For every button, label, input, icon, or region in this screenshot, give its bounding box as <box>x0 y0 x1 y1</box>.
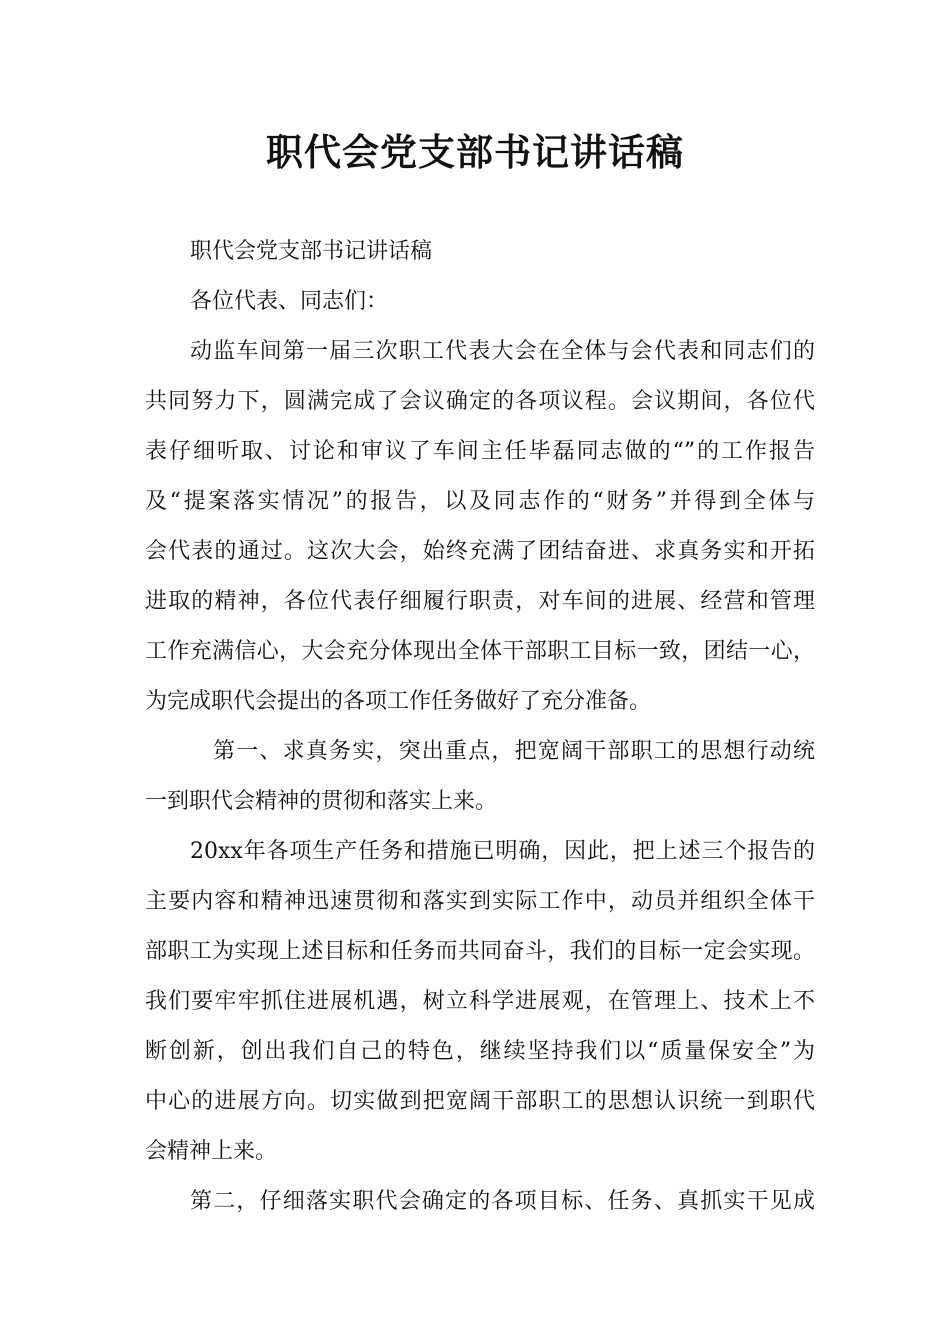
document-title: 职代会党支部书记讲话稿 <box>266 131 684 174</box>
paragraph-line: 中心的进展方向。切实做到把宽阔干部职工的思想认识统一到职代 <box>145 1089 815 1114</box>
salutation-line: 各位代表、同志们： <box>190 289 389 314</box>
subtitle-line: 职代会党支部书记讲话稿 <box>190 239 433 264</box>
section-heading-line: 第一、求真务实，突出重点，把宽阔干部职工的思想行动统 <box>213 739 815 764</box>
paragraph-line: 部职工为实现上述目标和任务而共同奋斗，我们的目标一定会实现。 <box>145 939 815 964</box>
paragraph-line: 断创新，创出我们自己的特色，继续坚持我们以“质量保安全”为 <box>145 1039 815 1064</box>
paragraph-line: 主要内容和精神迅速贯彻和落实到实际工作中，动员并组织全体干 <box>145 889 815 914</box>
paragraph-line: 进取的精神，各位代表仔细履行职责，对车间的进展、经营和管理 <box>145 589 815 614</box>
paragraph-line: 工作充满信心，大会充分体现出全体干部职工目标一致，团结一心， <box>145 639 815 664</box>
paragraph-line: 为完成职代会提出的各项工作任务做好了充分准备。 <box>145 689 652 714</box>
paragraph-line: 及“提案落实情况”的报告，以及同志作的“财务”并得到全体与 <box>145 489 815 514</box>
paragraph-line: 我们要牢牢抓住进展机遇，树立科学进展观，在管理上、技术上不 <box>145 989 815 1014</box>
paragraph-line: 20xx年各项生产任务和措施已明确，因此，把上述三个报告的 <box>190 839 815 864</box>
paragraph-line: 动监车间第一届三次职工代表大会在全体与会代表和同志们的 <box>190 339 815 364</box>
paragraph-line: 表仔细听取、讨论和审议了车间主任毕磊同志做的“”的工作报告 <box>145 439 815 464</box>
section-heading-line: 第二，仔细落实职代会确定的各项目标、任务、真抓实干见成 <box>190 1189 815 1214</box>
paragraph-line: 共同努力下，圆满完成了会议确定的各项议程。会议期间，各位代 <box>145 389 815 414</box>
paragraph-line: 会代表的通过。这次大会，始终充满了团结奋进、求真务实和开拓 <box>145 539 815 564</box>
section-heading-line: 一到职代会精神的贯彻和落实上来。 <box>145 789 498 814</box>
paragraph-line: 会精神上来。 <box>145 1139 278 1164</box>
